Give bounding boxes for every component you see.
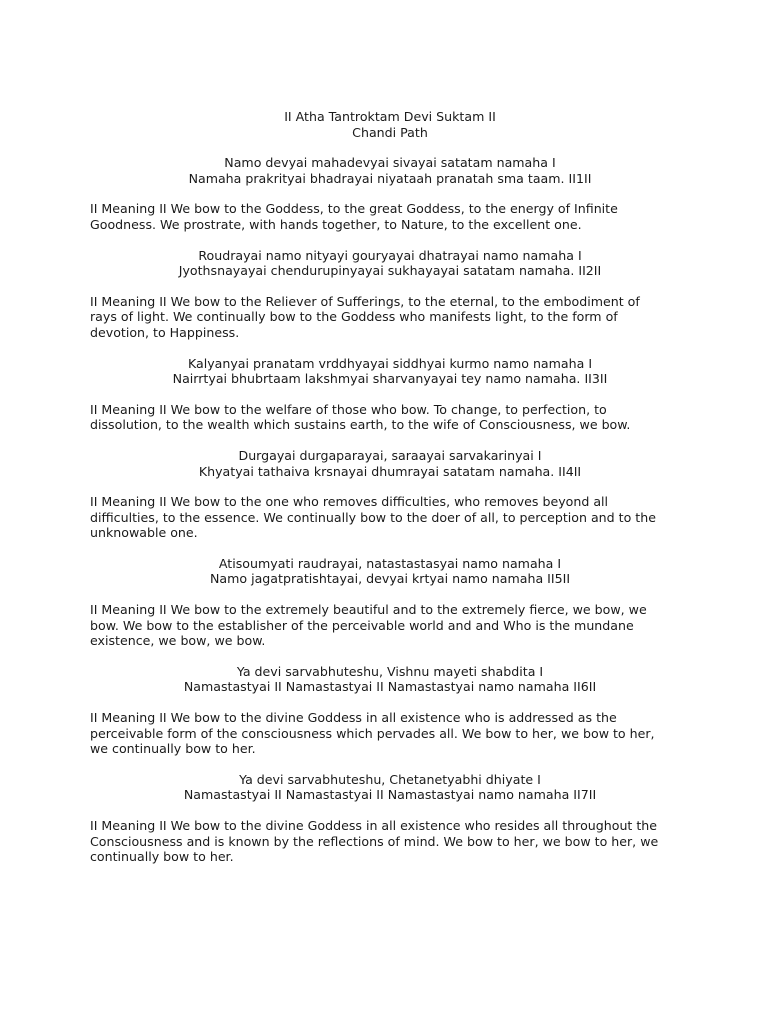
meaning-line: perceivable form of the consciousness which pervades all. We bow to her, we bow to her, [90, 725, 655, 741]
meaning-line: II Meaning II We bow to the welfare of those who bow. To change, to perfection, to [90, 401, 607, 417]
subtitle-line: Chandi Path [352, 124, 428, 140]
meaning-4 [90, 494, 690, 541]
verse-line: Durgayai durgaparayai, saraayai sarvakarinyai I [238, 447, 542, 463]
verse-3 [90, 356, 690, 387]
meaning-line: existence, we bow, we bow. [90, 633, 266, 649]
verse-7 [90, 772, 690, 803]
verse-line: Ya devi sarvabhuteshu, Chetanetyabhi dhiyate I [239, 771, 541, 787]
meaning-line: Goodness. We prostrate, with hands together, to Nature, to the excellent one. [90, 216, 582, 232]
verse-2 [90, 248, 690, 279]
meaning-6 [90, 710, 690, 757]
meaning-1 [90, 201, 690, 232]
meaning-line: continually bow to her. [90, 849, 234, 865]
meaning-line: II Meaning II We bow to the divine Goddess in all existence who resides all throughout the [90, 818, 658, 833]
verse-line: Khyatyai tathaiva krsnayai dhumrayai satatam namaha. II4II [198, 463, 582, 479]
meaning-line: Consciousness and is known by the reflections of mind. We bow to her, we bow to her, we [90, 833, 659, 849]
meaning-line: rays of light. We continually bow to the Goddess who manifests light, to the form of [90, 309, 618, 325]
verse-5 [90, 556, 690, 587]
meaning-3 [90, 402, 690, 433]
sections-container [90, 155, 690, 865]
verse-line: Nairrtyai bhubrtaam lakshmyai sharvanyayai tey namo namaha. II3II [172, 371, 608, 387]
meaning-7 [90, 818, 690, 865]
meaning-2 [90, 294, 690, 341]
meaning-line: II Meaning II We bow to the extremely beautiful and to the extremely fierce, we bow, we [90, 602, 647, 618]
title-line: II Atha Tantroktam Devi Suktam II [284, 109, 496, 124]
verse-line: Namo devyai mahadevyai sivayai satatam namaha I [224, 155, 556, 171]
verse-1 [90, 155, 690, 186]
verse-line: Ya devi sarvabhuteshu, Vishnu mayeti shabdita I [236, 663, 544, 679]
verse-4 [90, 448, 690, 479]
meaning-line: II Meaning II We bow to the divine Goddess in all existence who is addressed as the [90, 710, 617, 726]
verse-line: Namastastyai II Namastastyai II Namastastyai namo namaha II6II [183, 679, 597, 695]
verse-line: Namaha prakrityai bhadrayai niyataah pranatah sma taam. II1II [188, 170, 592, 186]
meaning-line: II Meaning II We bow to the one who removes difficulties, who removes beyond all [90, 494, 609, 510]
meaning-line: dissolution, to the wealth which sustains earth, to the wife of Consciousness, we bow. [90, 417, 631, 433]
document-page [90, 109, 690, 880]
meaning-5 [90, 602, 690, 649]
verse-line: Namastastyai II Namastastyai II Namastastyai namo namaha II7II [183, 787, 597, 803]
verse-line: Atisoumyati raudrayai, natastastasyai namo namaha I [218, 555, 562, 571]
verse-line: Roudrayai namo nityayi gouryayai dhatrayai namo namaha I [198, 247, 582, 263]
meaning-line: bow. We bow to the establisher of the perceivable world and and Who is the mundane [90, 617, 634, 633]
verse-line: Namo jagatpratishtayai, devyai krtyai namo namaha II5II [209, 571, 571, 587]
meaning-line: II Meaning II We bow to the Reliever of Sufferings, to the eternal, to the embodiment of [90, 293, 640, 309]
meaning-line: II Meaning II We bow to the Goddess, to the great Goddess, to the energy of Infinite [90, 201, 618, 217]
meaning-line: difficulties, to the essence. We continually bow to the doer of all, to perception and to the [90, 509, 656, 525]
meaning-line: we continually bow to her. [90, 741, 256, 757]
verse-line: Jyothsnayayai chendurupinyayai sukhayayai satatam namaha. II2II [178, 263, 602, 279]
document-title [90, 109, 690, 140]
meaning-line: devotion, to Happiness. [90, 324, 240, 340]
verse-line: Kalyanyai pranatam vrddhyayai siddhyai kurmo namo namaha I [187, 355, 593, 371]
meaning-line: unknowable one. [90, 525, 198, 541]
verse-6 [90, 664, 690, 695]
